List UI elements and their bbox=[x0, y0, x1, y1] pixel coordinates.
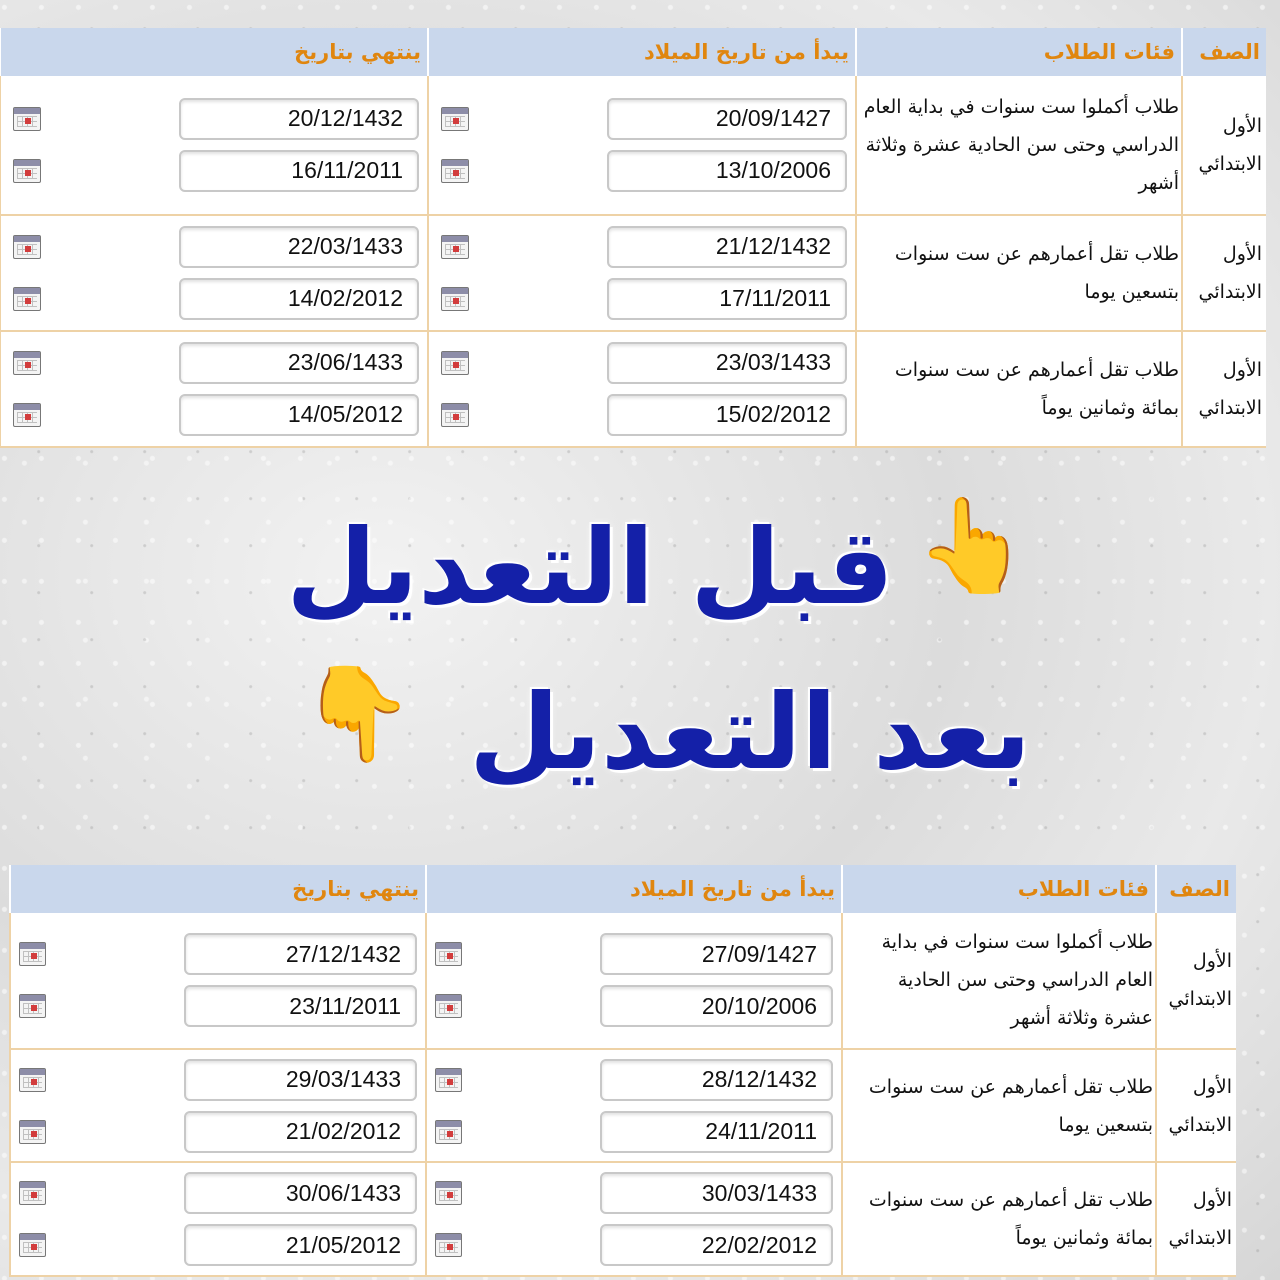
calendar-icon[interactable] bbox=[19, 1181, 46, 1205]
start-gregorian-input[interactable]: 20/10/2006 bbox=[600, 985, 833, 1027]
header-start-date: يبدأ من تاريخ الميلاد bbox=[426, 865, 842, 913]
start-hijri-input[interactable]: 28/12/1432 bbox=[600, 1059, 833, 1101]
calendar-icon[interactable] bbox=[441, 107, 469, 131]
calendar-icon[interactable] bbox=[13, 287, 41, 311]
grade-cell: الأول الابتدائي bbox=[1156, 1049, 1236, 1163]
start-date-cell bbox=[426, 1049, 842, 1163]
category-cell: طلاب تقل أعمارهم عن ست سنوات بتسعين يوما bbox=[856, 215, 1182, 331]
calendar-icon[interactable] bbox=[13, 403, 41, 427]
end-gregorian-input[interactable]: 16/11/2011 bbox=[179, 150, 419, 192]
table-row bbox=[0, 331, 1266, 447]
start-date-cell bbox=[426, 1162, 842, 1276]
end-date-cell bbox=[0, 331, 428, 447]
end-hijri-input[interactable]: 29/03/1433 bbox=[184, 1059, 417, 1101]
end-date-cell bbox=[10, 1162, 426, 1276]
calendar-icon[interactable] bbox=[435, 994, 462, 1018]
header-end-date: ينتهي بتاريخ bbox=[0, 28, 428, 76]
pointing-up-hand-icon: 👆 bbox=[915, 492, 1030, 599]
calendar-icon[interactable] bbox=[13, 235, 41, 259]
start-date-cell bbox=[428, 76, 856, 215]
end-gregorian-input[interactable]: 14/02/2012 bbox=[179, 278, 419, 320]
calendar-icon[interactable] bbox=[435, 942, 462, 966]
calendar-icon[interactable] bbox=[441, 159, 469, 183]
calendar-icon[interactable] bbox=[19, 994, 46, 1018]
end-gregorian-input[interactable]: 14/05/2012 bbox=[179, 394, 419, 436]
end-hijri-input[interactable]: 30/06/1433 bbox=[184, 1172, 417, 1214]
start-gregorian-input[interactable]: 17/11/2011 bbox=[607, 278, 847, 320]
table-header-row bbox=[0, 28, 1266, 76]
start-hijri-input[interactable]: 23/03/1433 bbox=[607, 342, 847, 384]
header-end-date: ينتهي بتاريخ bbox=[10, 865, 426, 913]
category-cell: طلاب تقل أعمارهم عن ست سنوات بمائة وثمانين يوماً bbox=[842, 1162, 1156, 1276]
end-gregorian-input[interactable]: 23/11/2011 bbox=[184, 985, 417, 1027]
start-hijri-input[interactable]: 30/03/1433 bbox=[600, 1172, 833, 1214]
start-gregorian-input[interactable]: 13/10/2006 bbox=[607, 150, 847, 192]
start-hijri-input[interactable]: 20/09/1427 bbox=[607, 98, 847, 140]
end-hijri-input[interactable]: 22/03/1433 bbox=[179, 226, 419, 268]
end-gregorian-input[interactable]: 21/02/2012 bbox=[184, 1111, 417, 1153]
calendar-icon[interactable] bbox=[19, 1068, 46, 1092]
end-date-cell bbox=[0, 76, 428, 215]
end-date-cell bbox=[0, 215, 428, 331]
category-cell: طلاب تقل أعمارهم عن ست سنوات بمائة وثمانين يوماً bbox=[856, 331, 1182, 447]
table-row bbox=[10, 913, 1236, 1049]
caption-before: قبل التعديل bbox=[286, 506, 894, 628]
calendar-icon[interactable] bbox=[19, 1120, 46, 1144]
calendar-icon[interactable] bbox=[13, 351, 41, 375]
calendar-icon[interactable] bbox=[441, 351, 469, 375]
start-gregorian-input[interactable]: 22/02/2012 bbox=[600, 1224, 833, 1266]
calendar-icon[interactable] bbox=[441, 287, 469, 311]
calendar-icon[interactable] bbox=[435, 1068, 462, 1092]
table-after bbox=[10, 865, 1236, 1277]
table-before bbox=[0, 28, 1266, 448]
header-category: فئات الطلاب bbox=[842, 865, 1156, 913]
start-hijri-input[interactable]: 21/12/1432 bbox=[607, 226, 847, 268]
start-date-cell bbox=[426, 913, 842, 1049]
table-row bbox=[0, 76, 1266, 215]
grade-cell: الأول الابتدائي bbox=[1182, 215, 1266, 331]
grade-cell: الأول الابتدائي bbox=[1182, 76, 1266, 215]
header-start-date: يبدأ من تاريخ الميلاد bbox=[428, 28, 856, 76]
category-cell: طلاب تقل أعمارهم عن ست سنوات بتسعين يوما bbox=[842, 1049, 1156, 1163]
pointing-down-hand-icon: 👇 bbox=[300, 660, 415, 767]
end-date-cell bbox=[10, 913, 426, 1049]
header-category: فئات الطلاب bbox=[856, 28, 1182, 76]
calendar-icon[interactable] bbox=[435, 1181, 462, 1205]
start-gregorian-input[interactable]: 24/11/2011 bbox=[600, 1111, 833, 1153]
calendar-icon[interactable] bbox=[435, 1120, 462, 1144]
calendar-icon[interactable] bbox=[441, 235, 469, 259]
grade-cell: الأول الابتدائي bbox=[1156, 913, 1236, 1049]
grade-cell: الأول الابتدائي bbox=[1182, 331, 1266, 447]
grade-cell: الأول الابتدائي bbox=[1156, 1162, 1236, 1276]
end-hijri-input[interactable]: 27/12/1432 bbox=[184, 933, 417, 975]
end-gregorian-input[interactable]: 21/05/2012 bbox=[184, 1224, 417, 1266]
table-row bbox=[10, 1162, 1236, 1276]
table-header-row bbox=[10, 865, 1236, 913]
start-date-cell bbox=[428, 331, 856, 447]
end-hijri-input[interactable]: 23/06/1433 bbox=[179, 342, 419, 384]
calendar-icon[interactable] bbox=[19, 942, 46, 966]
start-gregorian-input[interactable]: 15/02/2012 bbox=[607, 394, 847, 436]
table-row bbox=[0, 215, 1266, 331]
category-cell: طلاب أكملوا ست سنوات في بداية العام الدراسي وحتى سن الحادية عشرة وثلاثة أشهر bbox=[842, 913, 1156, 1049]
end-hijri-input[interactable]: 20/12/1432 bbox=[179, 98, 419, 140]
calendar-icon[interactable] bbox=[13, 107, 41, 131]
caption-after: بعد التعديل bbox=[469, 671, 1031, 793]
end-date-cell bbox=[10, 1049, 426, 1163]
category-cell: طلاب أكملوا ست سنوات في بداية العام الدراسي وحتى سن الحادية عشرة وثلاثة أشهر bbox=[856, 76, 1182, 215]
calendar-icon[interactable] bbox=[435, 1233, 462, 1257]
header-grade: الصف bbox=[1156, 865, 1236, 913]
start-hijri-input[interactable]: 27/09/1427 bbox=[600, 933, 833, 975]
table-row bbox=[10, 1049, 1236, 1163]
header-grade: الصف bbox=[1182, 28, 1266, 76]
calendar-icon[interactable] bbox=[19, 1233, 46, 1257]
calendar-icon[interactable] bbox=[13, 159, 41, 183]
calendar-icon[interactable] bbox=[441, 403, 469, 427]
start-date-cell bbox=[428, 215, 856, 331]
